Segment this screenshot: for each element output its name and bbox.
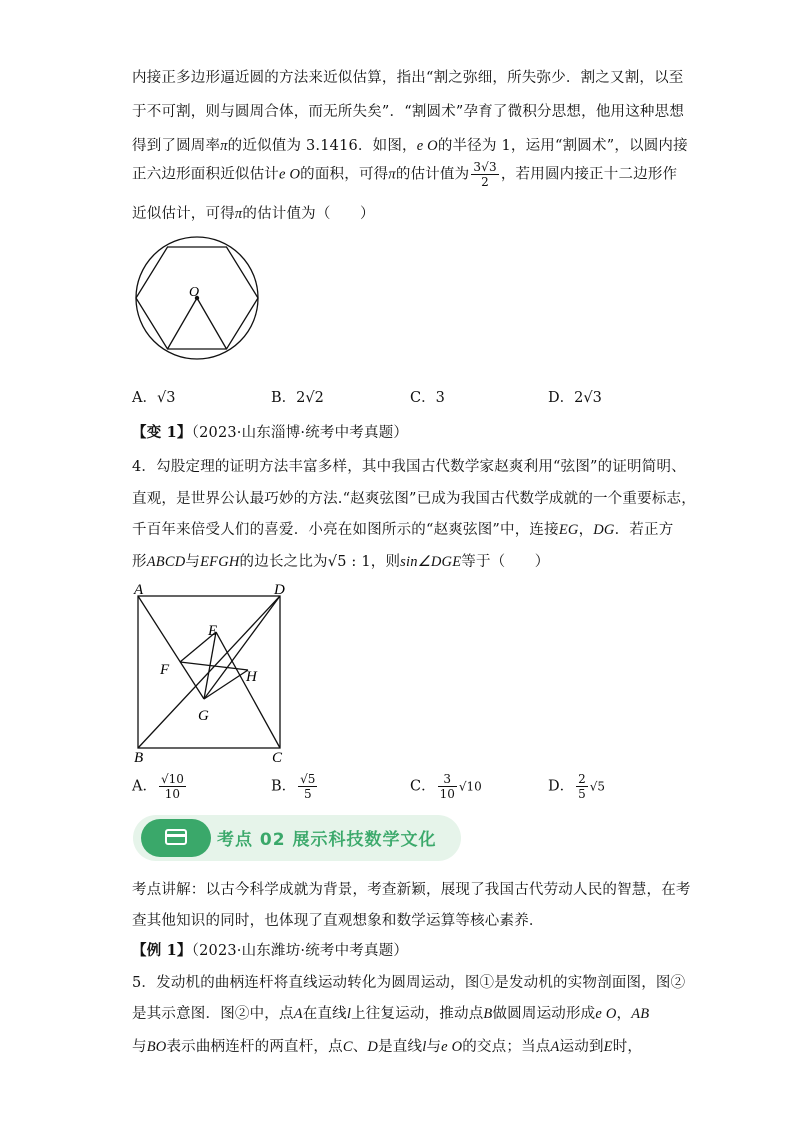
text-span: 的估计值为（ ） <box>242 206 375 222</box>
section-banner <box>133 815 461 861</box>
text-span: ，则 <box>370 554 401 570</box>
text-span: ， <box>616 1006 632 1022</box>
option-letter: B． <box>271 778 297 795</box>
q4-option-c <box>410 772 482 801</box>
segment-label: AB <box>631 1006 650 1022</box>
radius-right <box>197 298 227 349</box>
example-1-header <box>132 939 408 960</box>
text-span: 时， <box>612 1039 643 1055</box>
sine-expression: sin∠DGE <box>400 554 462 570</box>
intro-line-4 <box>132 160 677 189</box>
pi-symbol: π <box>220 138 228 154</box>
label-h: H <box>246 669 257 685</box>
text-span: 、 <box>352 1039 368 1055</box>
text-span: 与 <box>185 554 201 570</box>
label-d: D <box>274 582 285 598</box>
segment-label: EG <box>558 522 579 538</box>
fraction-numerator: 2 <box>578 772 586 786</box>
point-label: B <box>483 1006 493 1022</box>
text-span: 做圆周运动形成 <box>492 1006 596 1022</box>
option-letter: D． <box>548 778 575 795</box>
text-span: ．若正方 <box>614 522 674 538</box>
text-span: 的近似值为 3.1416．如图， <box>227 138 417 154</box>
point-label: C <box>342 1039 353 1055</box>
text-span: 是直线 <box>378 1039 423 1055</box>
text-span: 表示曲柄连杆的两直杆，点 <box>166 1039 343 1055</box>
banner-icon-pill <box>141 819 211 857</box>
q5-line-3 <box>132 1035 642 1056</box>
segment-gh <box>204 670 248 699</box>
segment-ch <box>216 632 280 748</box>
label-b: B <box>134 750 144 765</box>
text-span: 千百年来倍受人们的喜爱．小亮在如图所示的“赵爽弦图”中，连接 <box>132 522 559 538</box>
radius-left <box>168 298 198 349</box>
text-span: 正六边形面积近似估计 <box>132 166 279 183</box>
q4-option-b <box>271 772 319 801</box>
fraction-denominator: 5 <box>303 787 312 801</box>
text-span: 与 <box>426 1039 442 1055</box>
circle-symbol: e O <box>595 1006 617 1022</box>
ratio: √5 : 1 <box>327 554 371 570</box>
variant-tag: 【变 1】 <box>132 424 192 441</box>
option-letter: A． <box>132 778 157 795</box>
text-span: ，若用圆内接正十二边形作 <box>500 166 678 183</box>
option-letter: C． <box>410 778 436 795</box>
fraction-denominator: 10 <box>164 787 181 801</box>
text-span: 在直线 <box>302 1006 347 1022</box>
intro-line-2: 于不可割，则与圆周合体，而无所失矣”．“割圆术”孕育了微积分思想，他用这种思想 <box>132 104 685 120</box>
q5-line-2 <box>132 1002 649 1023</box>
q3-option-b: B．2√2 <box>271 390 324 406</box>
radical: √5 <box>589 779 606 794</box>
fraction <box>159 772 186 801</box>
q4-option-a <box>132 772 188 801</box>
folder-icon <box>165 829 187 845</box>
label-a: A <box>134 582 144 598</box>
center-label: O <box>189 285 200 300</box>
q4-option-d <box>548 772 605 801</box>
text-span: 的估计值为 <box>395 166 470 183</box>
fraction-denominator: 10 <box>439 787 455 801</box>
explain-line-2: 查其他知识的同时，也体现了直观想象和数学运算等核心素养． <box>132 913 544 929</box>
text-span: 形 <box>132 554 147 570</box>
example-source: （2023·山东潍坊·统考中考真题） <box>191 943 409 959</box>
text-span: 得到了圆周率 <box>132 138 221 154</box>
section-title: 考点 02 展示科技数学文化 <box>217 830 437 850</box>
intro-line-3 <box>132 134 688 155</box>
point-label: A <box>293 1006 303 1022</box>
fraction-numerator: √10 <box>160 772 184 786</box>
fraction <box>438 772 457 801</box>
text-span: 的交点；当点 <box>462 1039 551 1055</box>
segment-dg <box>204 596 280 699</box>
label-g: G <box>198 708 209 724</box>
line-label: l <box>422 1039 427 1055</box>
line-label: l <box>346 1006 352 1022</box>
square-label: ABCD <box>146 554 186 570</box>
variant-1-header <box>132 421 408 442</box>
circle-symbol: e O <box>416 138 438 154</box>
fraction-numerator: 3 <box>438 772 457 787</box>
folder-icon-line <box>165 834 187 837</box>
fraction <box>576 772 588 801</box>
variant-source: （2023·山东淄博·统考中考真题） <box>191 425 409 441</box>
fraction-denominator: 2 <box>481 175 489 189</box>
segment-fh <box>180 662 248 670</box>
fraction <box>298 772 317 801</box>
intro-line-1: 内接正多边形逼近圆的方法来近似估算，指出“割之弥细，所失弥少．割之又割，以至 <box>132 70 684 86</box>
q4-line-2: 直观，是世界公认最巧妙的方法.“赵爽弦图”已成为我国古代数学成就的一个重要标志， <box>132 491 696 507</box>
text-span: 的面积，可得 <box>300 166 389 183</box>
text-span: 的边长之比为 <box>239 554 328 570</box>
point-label: D <box>367 1039 379 1055</box>
q4-line-4 <box>132 550 549 571</box>
text-span: 与 <box>132 1039 147 1055</box>
q4-line-3 <box>132 518 673 539</box>
fraction-numerator: √5 <box>300 772 316 786</box>
label-c: C <box>272 750 283 765</box>
circle-symbol: e O <box>279 166 301 183</box>
intro-line-5 <box>132 202 375 223</box>
text-span: 的半径为 1，运用“割圆术”，以圆内接 <box>437 138 688 154</box>
q3-option-c: C．3 <box>410 390 445 406</box>
pi-symbol: π <box>234 206 243 222</box>
text-span: 是其示意图．图②中，点 <box>132 1006 294 1022</box>
label-f: F <box>160 662 170 678</box>
q4-line-1: 4．勾股定理的证明方法丰富多样，其中我国古代数学家赵爽利用“弦图”的证明简明、 <box>132 459 686 475</box>
segment-label: DG <box>593 522 615 538</box>
text-span: ， <box>578 522 594 538</box>
q3-option-d: D．2√3 <box>548 390 602 406</box>
text-span: 近似估计，可得 <box>132 206 235 222</box>
q5-line-1: 5．发动机的曲柄连杆将直线运动转化为圆周运动，图①是发动机的实物剖面图，图② <box>132 975 686 991</box>
fraction <box>471 160 499 189</box>
zhao-shuang-figure <box>128 580 298 765</box>
segment-label: BO <box>146 1039 167 1055</box>
circle-hexagon-figure <box>130 232 270 362</box>
example-tag: 【例 1】 <box>132 942 192 959</box>
square-label: EFGH <box>200 554 240 570</box>
explain-line-1: 考点讲解：以古今科学成就为背景，考查新颖，展现了我国古代劳动人民的智慧，在考 <box>132 882 691 898</box>
text-span: 上往复运动，推动点 <box>351 1006 484 1022</box>
fraction-denominator: 5 <box>578 787 586 801</box>
fraction-numerator: 3√3 <box>473 160 497 174</box>
radical: √10 <box>458 779 482 794</box>
segment-af <box>138 596 204 699</box>
text-span: 运动到 <box>559 1039 604 1055</box>
circle-symbol: e O <box>441 1039 463 1055</box>
pi-symbol: π <box>388 166 396 183</box>
q3-option-a: A．√3 <box>132 390 176 406</box>
label-e: E <box>208 623 218 639</box>
point-label: A <box>550 1039 560 1055</box>
point-label: E <box>603 1039 613 1055</box>
text-span: 等于（ ） <box>461 554 550 570</box>
